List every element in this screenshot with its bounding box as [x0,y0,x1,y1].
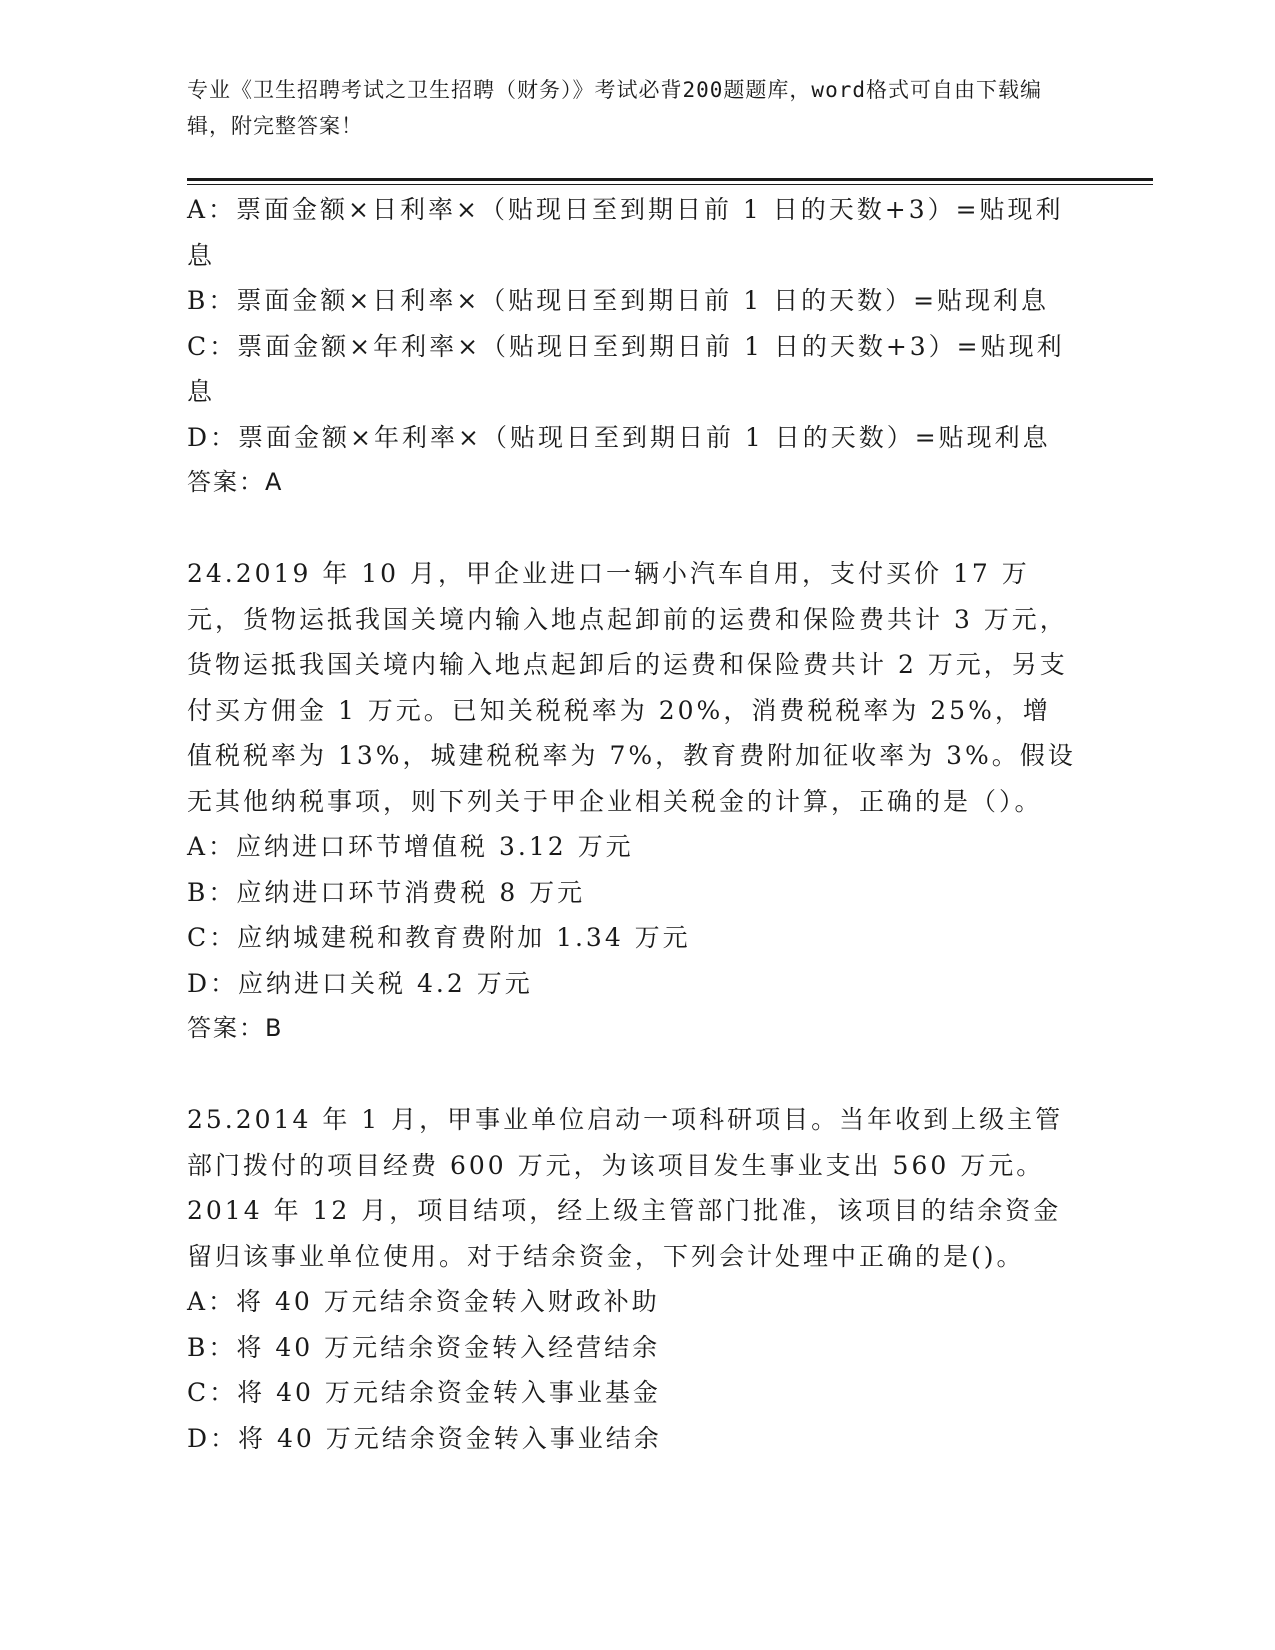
header-divider-thin [187,184,1153,185]
option-d: D：票面金额×年利率×（贴现日至到期日前 1 日的天数）=贴现利息 [187,422,1051,452]
spacer [187,506,1077,552]
option-b: B：将 40 万元结余资金转入经营结余 [187,1332,661,1362]
option-b: B：应纳进口环节消费税 8 万元 [187,877,586,907]
option-a: A：将 40 万元结余资金转入财政补助 [187,1287,660,1316]
answer-line: 答案：B [187,1014,284,1042]
answer-line: 答案：A [187,468,284,496]
header-divider [187,178,1153,181]
option-d: D：应纳进口关税 4.2 万元 [187,968,533,998]
question-stem: 25.2014 年 1 月，甲事业单位启动一项科研项目。当年收到上级主管部门拨付的项目经费 600 万元，为该项目发生事业支出 560 万元。2014 年 12 月，项目结项，经上级主管部门批准，该项目的结余资金留归该事业单位使用。对于结余资金，下列会计处理中正确的是()。 [187,1105,1064,1271]
option-c: C：将 40 万元结余资金转入事业基金 [187,1378,661,1407]
option-b: B：票面金额×日利率×（贴现日至到期日前 1 日的天数）=贴现利息 [187,286,1050,315]
question-24 [187,551,1077,1052]
option-c: C：应纳城建税和教育费附加 1.34 万元 [187,923,691,952]
question-stem: 24.2019 年 10 月，甲企业进口一辆小汽车自用，支付买价 17 万元，货物运抵我国关境内输入地点起卸前的运费和保险费共计 3 万元，货物运抵我国关境内输入地点起卸后的运费和保险费共计 2 万元，另支付买方佣金 1 万元。已知关税税率为 20%，消费税税率为 25%，增值税税率为 13%，城建税税率为 7%，教育费附加征收率为 3%。假设无其他纳税事项，则下列关于甲企业相关税金的计算，正确的是（）。 [187,559,1076,816]
question-25 [187,1097,1077,1461]
option-c: C：票面金额×年利率×（贴现日至到期日前 1 日的天数+3）=贴现利息 [187,331,1065,406]
option-a: A：应纳进口环节增值税 3.12 万元 [187,832,634,861]
option-d: D：将 40 万元结余资金转入事业结余 [187,1423,662,1453]
spacer [187,1052,1077,1098]
document-header: 专业《卫生招聘考试之卫生招聘（财务）》考试必背200题题库，word格式可自由下载编辑，附完整答案！ [187,78,1042,138]
question-content [187,187,1077,1461]
question-23 [187,187,1077,506]
option-a: A：票面金额×日利率×（贴现日至到期日前 1 日的天数+3）=贴现利息 [187,195,1064,270]
